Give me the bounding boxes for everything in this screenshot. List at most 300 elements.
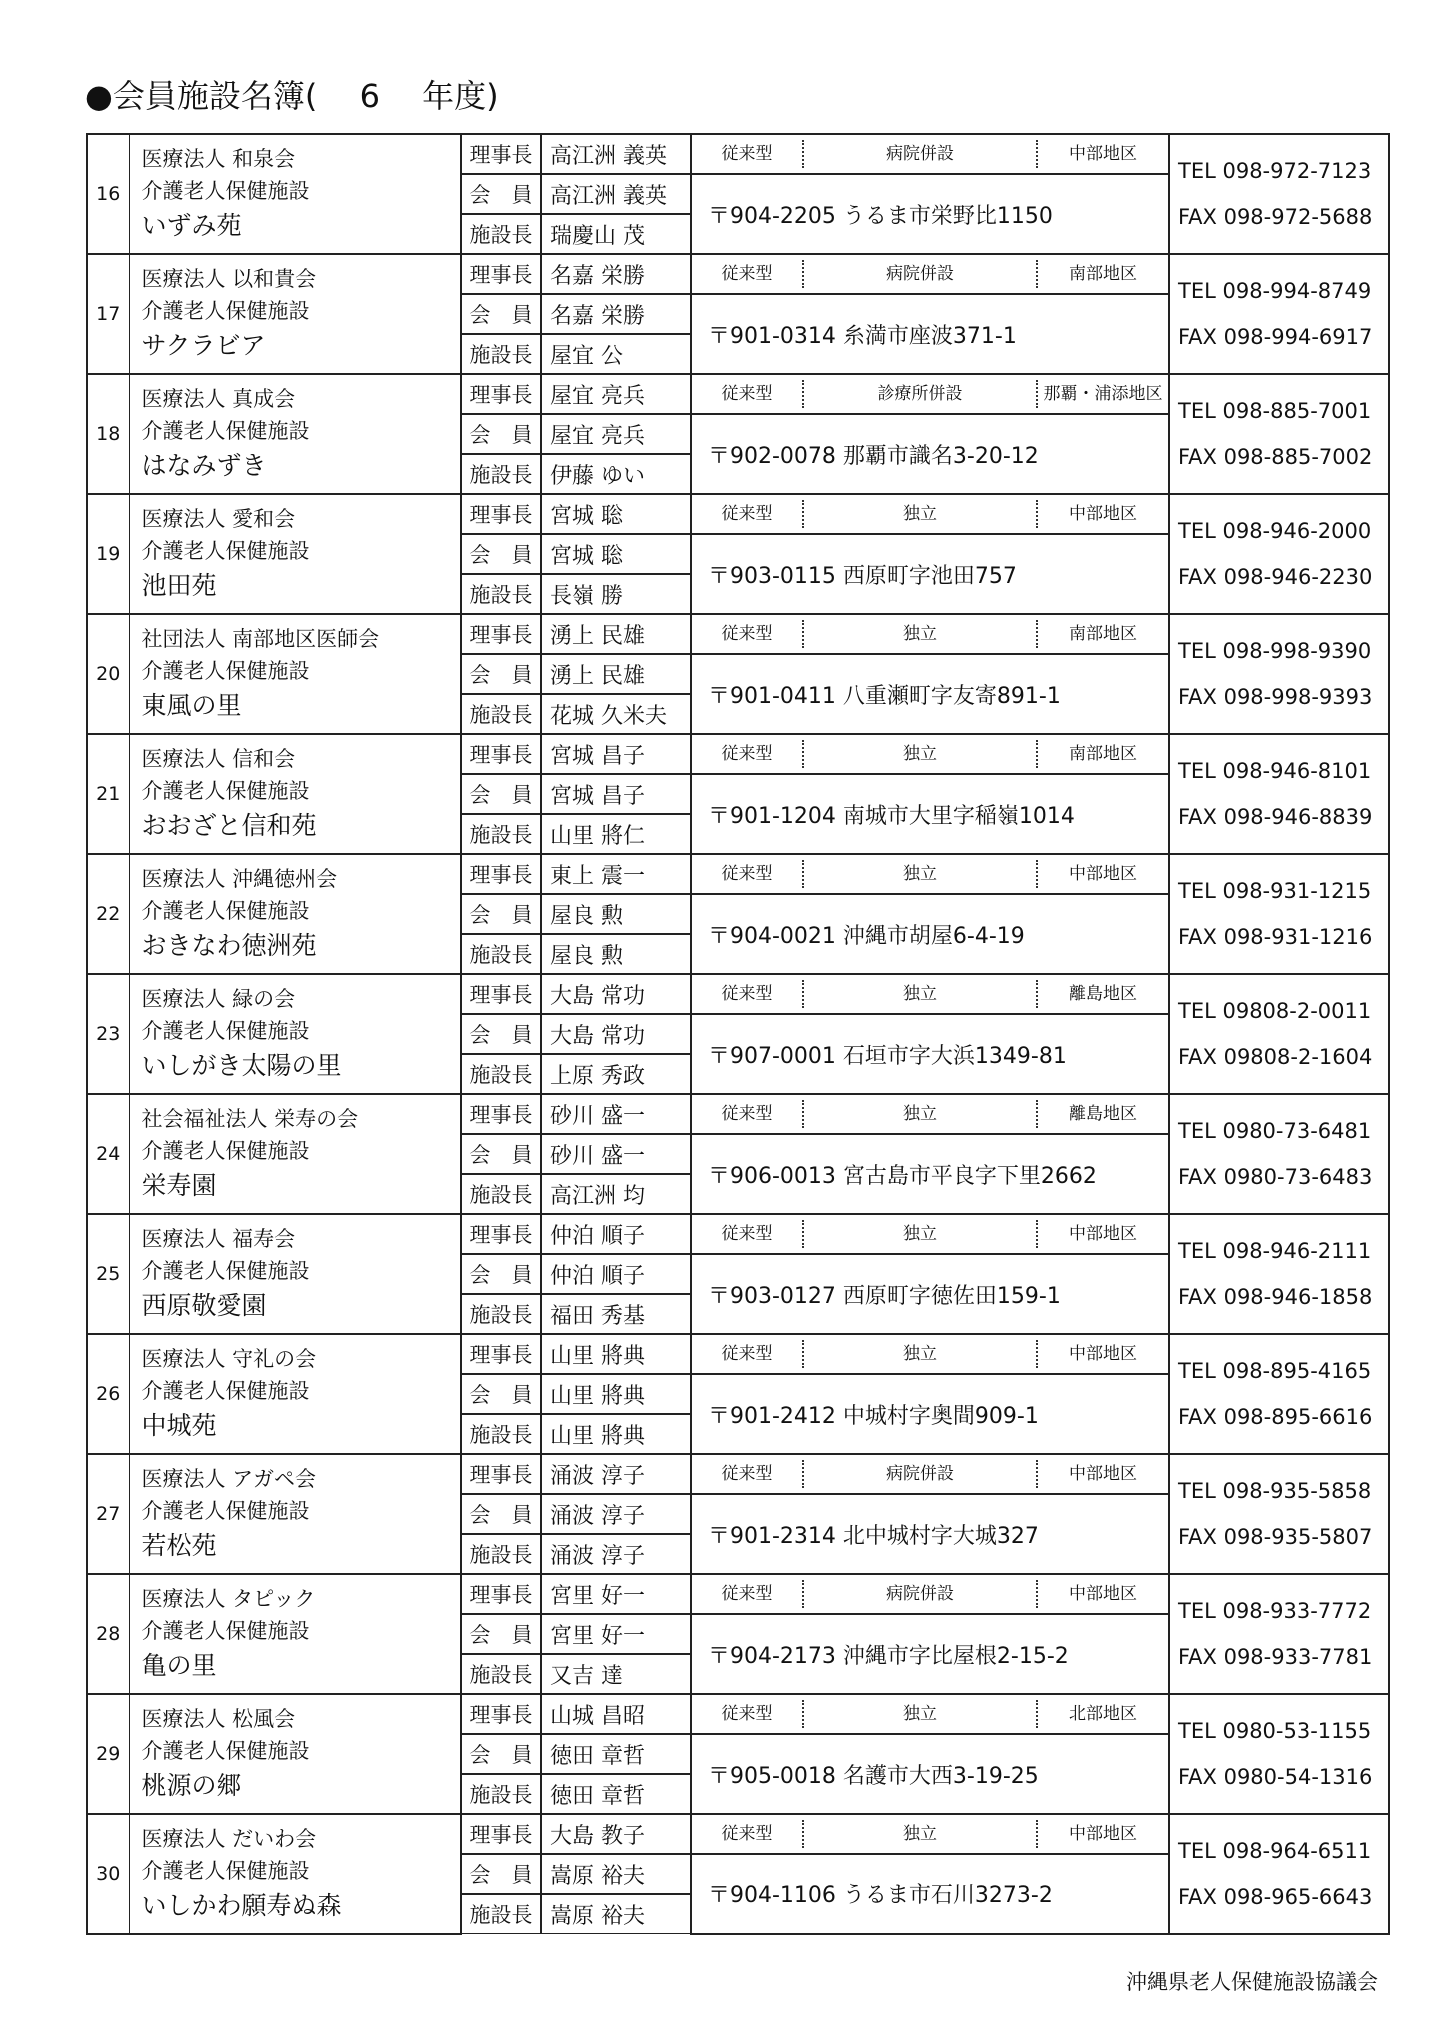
table-row	[87, 1094, 1389, 1134]
address: 〒907-0001 石垣市字大浜1349-81	[691, 1014, 1169, 1094]
person-name: 砂川 盛一	[541, 1134, 691, 1174]
fax-number: FAX 098-946-8839	[1178, 805, 1373, 829]
person-name: 嵩原 裕夫	[541, 1894, 691, 1934]
fax-number: FAX 09808-2-1604	[1178, 1045, 1373, 1069]
person-name: 名嘉 栄勝	[541, 254, 691, 294]
role-label: 施設長	[461, 814, 541, 854]
tel-number: TEL 098-946-2111	[1178, 1239, 1372, 1263]
person-name: 宮城 聡	[541, 534, 691, 574]
role-label: 施設長	[461, 1534, 541, 1574]
tel-number: TEL 098-972-7123	[1178, 159, 1372, 183]
person-name: 名嘉 栄勝	[541, 294, 691, 334]
tag-row	[692, 1335, 1168, 1373]
facility-name: おおざと信和苑	[141, 811, 317, 840]
category-tag: 診療所併設	[804, 380, 1038, 408]
facility-type: 介護老人保健施設	[141, 1499, 310, 1523]
person-name: 大島 常功	[541, 974, 691, 1014]
address: 〒901-0314 糸満市座波371-1	[691, 294, 1169, 374]
person-name: 涌波 淳子	[541, 1534, 691, 1574]
region-tag: 中部地区	[1069, 504, 1137, 524]
address: 〒906-0013 宮古島市平良字下里2662	[691, 1134, 1169, 1214]
contact	[1169, 1574, 1389, 1694]
person-name: 山里 將典	[541, 1334, 691, 1374]
person-name: 湧上 民雄	[541, 614, 691, 654]
person-name: 又吉 達	[541, 1654, 691, 1694]
tel-number: TEL 098-933-7772	[1178, 1599, 1372, 1623]
facility-info	[129, 254, 461, 374]
table-row	[87, 1334, 1389, 1374]
person-name: 湧上 民雄	[541, 654, 691, 694]
tel-number: TEL 0980-73-6481	[1178, 1119, 1372, 1143]
category-tag: 独立	[804, 1220, 1038, 1248]
person-name: 宮城 昌子	[541, 734, 691, 774]
address: 〒901-2412 中城村字奥間909-1	[691, 1374, 1169, 1454]
tag-row	[692, 615, 1168, 653]
person-name: 大島 常功	[541, 1014, 691, 1054]
category-tag: 独立	[804, 740, 1038, 768]
corporation-name: 社会福祉法人 栄寿の会	[141, 1107, 359, 1131]
fax-number: FAX 098-972-5688	[1178, 205, 1373, 229]
person-name: 涌波 淳子	[541, 1494, 691, 1534]
person-name: 東上 震一	[541, 854, 691, 894]
region-tag: 中部地区	[1069, 1344, 1137, 1364]
category-tag: 独立	[804, 620, 1038, 648]
facility-tags	[691, 854, 1169, 894]
category-tag: 独立	[804, 1820, 1038, 1848]
fax-number: FAX 098-946-2230	[1178, 565, 1373, 589]
model-tag: 従来型	[692, 1820, 804, 1848]
model-tag: 従来型	[692, 860, 804, 888]
role-label: 理事長	[461, 734, 541, 774]
facility-tags	[691, 134, 1169, 174]
tel-number: TEL 09808-2-0011	[1178, 999, 1372, 1023]
model-tag: 従来型	[692, 740, 804, 768]
person-name: 高江洲 義英	[541, 174, 691, 214]
facility-tags	[691, 1814, 1169, 1854]
person-name: 花城 久米夫	[541, 694, 691, 734]
facility-info	[129, 1694, 461, 1814]
corporation-name: 医療法人 以和貴会	[141, 267, 317, 291]
tag-row	[692, 975, 1168, 1013]
fax-number: FAX 098-994-6917	[1178, 325, 1373, 349]
tag-row	[692, 135, 1168, 173]
table-row	[87, 134, 1389, 174]
facility-number: 23	[87, 974, 129, 1094]
role-label: 施設長	[461, 1174, 541, 1214]
model-tag: 従来型	[692, 1580, 804, 1608]
region-tag: 離島地区	[1069, 984, 1137, 1004]
role-label: 会 員	[461, 1014, 541, 1054]
facility-number: 30	[87, 1814, 129, 1934]
facility-number: 27	[87, 1454, 129, 1574]
facility-number: 18	[87, 374, 129, 494]
table-row	[87, 734, 1389, 774]
facility-tags	[691, 1214, 1169, 1254]
model-tag: 従来型	[692, 1700, 804, 1728]
region-tag: 南部地区	[1069, 264, 1137, 284]
facility-info	[129, 1214, 461, 1334]
fax-number: FAX 0980-73-6483	[1178, 1165, 1373, 1189]
page-title: ●会員施設名簿( 6 年度)	[85, 77, 499, 115]
facility-tags	[691, 1574, 1169, 1614]
facility-number: 21	[87, 734, 129, 854]
tel-number: TEL 098-964-6511	[1178, 1838, 1372, 1863]
person-name: 山里 將典	[541, 1414, 691, 1454]
corporation-name: 医療法人 信和会	[141, 747, 296, 771]
person-name: 宮城 聡	[541, 494, 691, 534]
tel-number: TEL 098-994-8749	[1178, 279, 1372, 303]
address: 〒901-0411 八重瀬町字友寄891-1	[691, 654, 1169, 734]
person-name: 上原 秀政	[541, 1054, 691, 1094]
facility-number: 22	[87, 854, 129, 974]
role-label: 会 員	[461, 1734, 541, 1774]
facility-name: 西原敬愛園	[141, 1291, 267, 1320]
person-name: 屋良 勲	[541, 934, 691, 974]
corporation-name: 医療法人 アガペ会	[141, 1467, 316, 1491]
facility-name: 亀の里	[141, 1651, 217, 1680]
role-label: 会 員	[461, 1854, 541, 1894]
person-name: 宮城 昌子	[541, 774, 691, 814]
person-name: 徳田 章哲	[541, 1734, 691, 1774]
role-label: 会 員	[461, 774, 541, 814]
facility-type: 介護老人保健施設	[141, 419, 310, 443]
tel-number: TEL 098-935-5858	[1178, 1479, 1372, 1503]
tag-row	[692, 1215, 1168, 1253]
role-label: 会 員	[461, 174, 541, 214]
facility-tags	[691, 614, 1169, 654]
person-name: 宮里 好一	[541, 1614, 691, 1654]
facility-name: 池田苑	[141, 571, 217, 600]
fax-number: FAX 0980-54-1316	[1178, 1765, 1373, 1789]
address: 〒903-0127 西原町字徳佐田159-1	[691, 1254, 1169, 1334]
role-label: 施設長	[461, 1294, 541, 1334]
category-tag: 病院併設	[804, 1460, 1038, 1488]
facility-type: 介護老人保健施設	[141, 1858, 310, 1883]
role-label: 理事長	[461, 1214, 541, 1254]
tel-number: TEL 098-998-9390	[1178, 639, 1372, 663]
facility-tags	[691, 734, 1169, 774]
person-name: 大島 教子	[541, 1814, 691, 1854]
role-label: 会 員	[461, 1134, 541, 1174]
model-tag: 従来型	[692, 1340, 804, 1368]
role-label: 理事長	[461, 1814, 541, 1854]
category-tag: 病院併設	[804, 140, 1038, 168]
corporation-name: 医療法人 和泉会	[141, 147, 296, 171]
role-label: 会 員	[461, 534, 541, 574]
region-tag: 中部地区	[1069, 1824, 1137, 1844]
contact	[1169, 614, 1389, 734]
address: 〒901-1204 南城市大里字稲嶺1014	[691, 774, 1169, 854]
role-label: 会 員	[461, 1494, 541, 1534]
corporation-name: 社団法人 南部地区医師会	[141, 627, 380, 651]
model-tag: 従来型	[692, 260, 804, 288]
contact	[1169, 494, 1389, 614]
region-tag: 中部地区	[1069, 1464, 1137, 1484]
role-label: 施設長	[461, 1414, 541, 1454]
facility-name: 中城苑	[141, 1411, 217, 1440]
facility-info	[129, 1094, 461, 1214]
role-label: 会 員	[461, 294, 541, 334]
role-label: 会 員	[461, 1374, 541, 1414]
facility-type: 介護老人保健施設	[141, 179, 310, 203]
category-tag: 独立	[804, 1700, 1038, 1728]
fax-number: FAX 098-946-1858	[1178, 1285, 1373, 1309]
facility-info	[129, 1454, 461, 1574]
facility-tags	[691, 1094, 1169, 1134]
table-row	[87, 494, 1389, 534]
role-label: 理事長	[461, 1574, 541, 1614]
role-label: 理事長	[461, 854, 541, 894]
tag-row	[692, 1095, 1168, 1133]
model-tag: 従来型	[692, 500, 804, 528]
tag-row	[692, 855, 1168, 893]
person-name: 徳田 章哲	[541, 1774, 691, 1814]
role-label: 理事長	[461, 1334, 541, 1374]
contact	[1169, 1334, 1389, 1454]
facility-number: 19	[87, 494, 129, 614]
role-label: 施設長	[461, 574, 541, 614]
region-tag: 南部地区	[1069, 744, 1137, 764]
role-label: 施設長	[461, 694, 541, 734]
role-label: 施設長	[461, 214, 541, 254]
role-label: 会 員	[461, 654, 541, 694]
facility-type: 介護老人保健施設	[141, 539, 310, 563]
facility-number: 17	[87, 254, 129, 374]
category-tag: 独立	[804, 500, 1038, 528]
tag-row	[692, 495, 1168, 533]
address: 〒901-2314 北中城村字大城327	[691, 1494, 1169, 1574]
facility-info	[129, 854, 461, 974]
facility-tags	[691, 1694, 1169, 1734]
fax-number: FAX 098-933-7781	[1178, 1645, 1373, 1669]
corporation-name: 医療法人 緑の会	[141, 987, 296, 1011]
facility-name: 若松苑	[141, 1531, 217, 1560]
facility-table	[86, 133, 1390, 1935]
role-label: 理事長	[461, 614, 541, 654]
role-label: 理事長	[461, 1094, 541, 1134]
facility-info	[129, 374, 461, 494]
facility-info	[129, 1814, 461, 1934]
facility-name: いしがき太陽の里	[141, 1051, 342, 1080]
person-name: 涌波 淳子	[541, 1454, 691, 1494]
tag-row	[692, 1695, 1168, 1733]
model-tag: 従来型	[692, 980, 804, 1008]
address: 〒904-2205 うるま市栄野比1150	[691, 174, 1169, 254]
role-label: 会 員	[461, 414, 541, 454]
table-row	[87, 1814, 1389, 1854]
model-tag: 従来型	[692, 620, 804, 648]
contact	[1169, 374, 1389, 494]
person-name: 屋良 勲	[541, 894, 691, 934]
tel-number: TEL 098-895-4165	[1178, 1359, 1372, 1383]
facility-name: いしかわ願寿ぬ森	[141, 1890, 342, 1920]
person-name: 長嶺 勝	[541, 574, 691, 614]
facility-type: 介護老人保健施設	[141, 1259, 310, 1283]
fax-number: FAX 098-998-9393	[1178, 685, 1373, 709]
region-tag: 中部地区	[1069, 864, 1137, 884]
facility-info	[129, 734, 461, 854]
table-row	[87, 1694, 1389, 1734]
address: 〒902-0078 那覇市識名3-20-12	[691, 414, 1169, 494]
tag-row	[692, 1455, 1168, 1493]
footer-organization: 沖縄県老人保健施設協議会	[1126, 1970, 1378, 1994]
role-label: 理事長	[461, 1454, 541, 1494]
facility-name: 東風の里	[141, 691, 242, 720]
role-label: 施設長	[461, 1654, 541, 1694]
category-tag: 独立	[804, 860, 1038, 888]
role-label: 施設長	[461, 934, 541, 974]
person-name: 瑞慶山 茂	[541, 214, 691, 254]
role-label: 施設長	[461, 334, 541, 374]
region-tag: 北部地区	[1069, 1704, 1137, 1724]
facility-number: 25	[87, 1214, 129, 1334]
corporation-name: 医療法人 愛和会	[141, 507, 296, 531]
tag-row	[692, 735, 1168, 773]
facility-info	[129, 134, 461, 254]
corporation-name: 医療法人 タピック	[141, 1587, 316, 1611]
table-row	[87, 614, 1389, 654]
table-row	[87, 1454, 1389, 1494]
region-tag: 中部地区	[1069, 144, 1137, 164]
facility-tags	[691, 494, 1169, 534]
contact	[1169, 1694, 1389, 1814]
role-label: 理事長	[461, 254, 541, 294]
role-label: 会 員	[461, 1614, 541, 1654]
facility-type: 介護老人保健施設	[141, 779, 310, 803]
tag-row	[692, 1575, 1168, 1613]
facility-name: 栄寿園	[141, 1171, 217, 1200]
contact	[1169, 1214, 1389, 1334]
facility-type: 介護老人保健施設	[141, 659, 310, 683]
tel-number: TEL 098-931-1215	[1178, 879, 1372, 903]
table-row	[87, 854, 1389, 894]
facility-number: 24	[87, 1094, 129, 1214]
contact	[1169, 1454, 1389, 1574]
address: 〒904-0021 沖縄市胡屋6-4-19	[691, 894, 1169, 974]
facility-name: 桃源の郷	[141, 1771, 242, 1800]
facility-tags	[691, 1454, 1169, 1494]
corporation-name: 医療法人 だいわ会	[141, 1826, 317, 1851]
facility-type: 介護老人保健施設	[141, 299, 310, 323]
role-label: 施設長	[461, 454, 541, 494]
contact	[1169, 134, 1389, 254]
table-row	[87, 1574, 1389, 1614]
table-row	[87, 1214, 1389, 1254]
corporation-name: 医療法人 沖縄徳州会	[141, 867, 338, 891]
person-name: 山城 昌昭	[541, 1694, 691, 1734]
person-name: 高江洲 均	[541, 1174, 691, 1214]
facility-name: いずみ苑	[141, 211, 242, 240]
facility-number: 26	[87, 1334, 129, 1454]
corporation-name: 医療法人 松風会	[141, 1707, 296, 1731]
role-label: 理事長	[461, 1694, 541, 1734]
tag-row	[692, 255, 1168, 293]
contact	[1169, 1094, 1389, 1214]
facility-name: はなみずき	[141, 451, 267, 480]
role-label: 理事長	[461, 494, 541, 534]
fax-number: FAX 098-935-5807	[1178, 1525, 1373, 1549]
facility-type: 介護老人保健施設	[141, 1139, 310, 1163]
facility-type: 介護老人保健施設	[141, 1619, 310, 1643]
category-tag: 独立	[804, 1100, 1038, 1128]
address: 〒904-1106 うるま市石川3273-2	[691, 1854, 1169, 1934]
role-label: 理事長	[461, 974, 541, 1014]
tel-number: TEL 098-946-8101	[1178, 759, 1372, 783]
facility-number: 28	[87, 1574, 129, 1694]
role-label: 理事長	[461, 374, 541, 414]
person-name: 福田 秀基	[541, 1294, 691, 1334]
model-tag: 従来型	[692, 1100, 804, 1128]
facility-info	[129, 1334, 461, 1454]
tel-number: TEL 0980-53-1155	[1178, 1719, 1372, 1743]
tag-row	[692, 375, 1168, 413]
category-tag: 病院併設	[804, 1580, 1038, 1608]
role-label: 施設長	[461, 1774, 541, 1814]
address: 〒903-0115 西原町字池田757	[691, 534, 1169, 614]
tel-number: TEL 098-946-2000	[1178, 519, 1372, 543]
role-label: 施設長	[461, 1054, 541, 1094]
fax-number: FAX 098-965-6643	[1178, 1884, 1373, 1909]
model-tag: 従来型	[692, 1220, 804, 1248]
person-name: 屋宜 亮兵	[541, 374, 691, 414]
person-name: 仲泊 順子	[541, 1214, 691, 1254]
address: 〒904-2173 沖縄市字比屋根2-15-2	[691, 1614, 1169, 1694]
fax-number: FAX 098-895-6616	[1178, 1405, 1373, 1429]
model-tag: 従来型	[692, 1460, 804, 1488]
corporation-name: 医療法人 福寿会	[141, 1227, 296, 1251]
facility-name: サクラビア	[141, 331, 266, 360]
facility-name: おきなわ徳洲苑	[141, 931, 317, 960]
facility-number: 16	[87, 134, 129, 254]
fax-number: FAX 098-931-1216	[1178, 925, 1373, 949]
person-name: 山里 將典	[541, 1374, 691, 1414]
facility-number: 29	[87, 1694, 129, 1814]
facility-type: 介護老人保健施設	[141, 1019, 310, 1043]
role-label: 施設長	[461, 1894, 541, 1934]
person-name: 仲泊 順子	[541, 1254, 691, 1294]
category-tag: 独立	[804, 980, 1038, 1008]
facility-tags	[691, 254, 1169, 294]
fax-number: FAX 098-885-7002	[1178, 445, 1373, 469]
category-tag: 病院併設	[804, 260, 1038, 288]
person-name: 宮里 好一	[541, 1574, 691, 1614]
facility-type: 介護老人保健施設	[141, 899, 310, 923]
role-label: 会 員	[461, 894, 541, 934]
tel-number: TEL 098-885-7001	[1178, 399, 1372, 423]
model-tag: 従来型	[692, 140, 804, 168]
role-label: 会 員	[461, 1254, 541, 1294]
tag-row	[692, 1815, 1168, 1853]
facility-type: 介護老人保健施設	[141, 1739, 310, 1763]
region-tag: 離島地区	[1069, 1104, 1137, 1124]
contact	[1169, 974, 1389, 1094]
facility-tags	[691, 374, 1169, 414]
table-row	[87, 254, 1389, 294]
corporation-name: 医療法人 真成会	[141, 387, 296, 411]
facility-info	[129, 494, 461, 614]
table-row	[87, 374, 1389, 414]
corporation-name: 医療法人 守礼の会	[141, 1347, 317, 1371]
facility-type: 介護老人保健施設	[141, 1379, 310, 1403]
person-name: 山里 將仁	[541, 814, 691, 854]
category-tag: 独立	[804, 1340, 1038, 1368]
facility-tags	[691, 1334, 1169, 1374]
role-label: 理事長	[461, 134, 541, 174]
contact	[1169, 1814, 1389, 1934]
table-row	[87, 974, 1389, 1014]
contact	[1169, 854, 1389, 974]
region-tag: 南部地区	[1069, 624, 1137, 644]
